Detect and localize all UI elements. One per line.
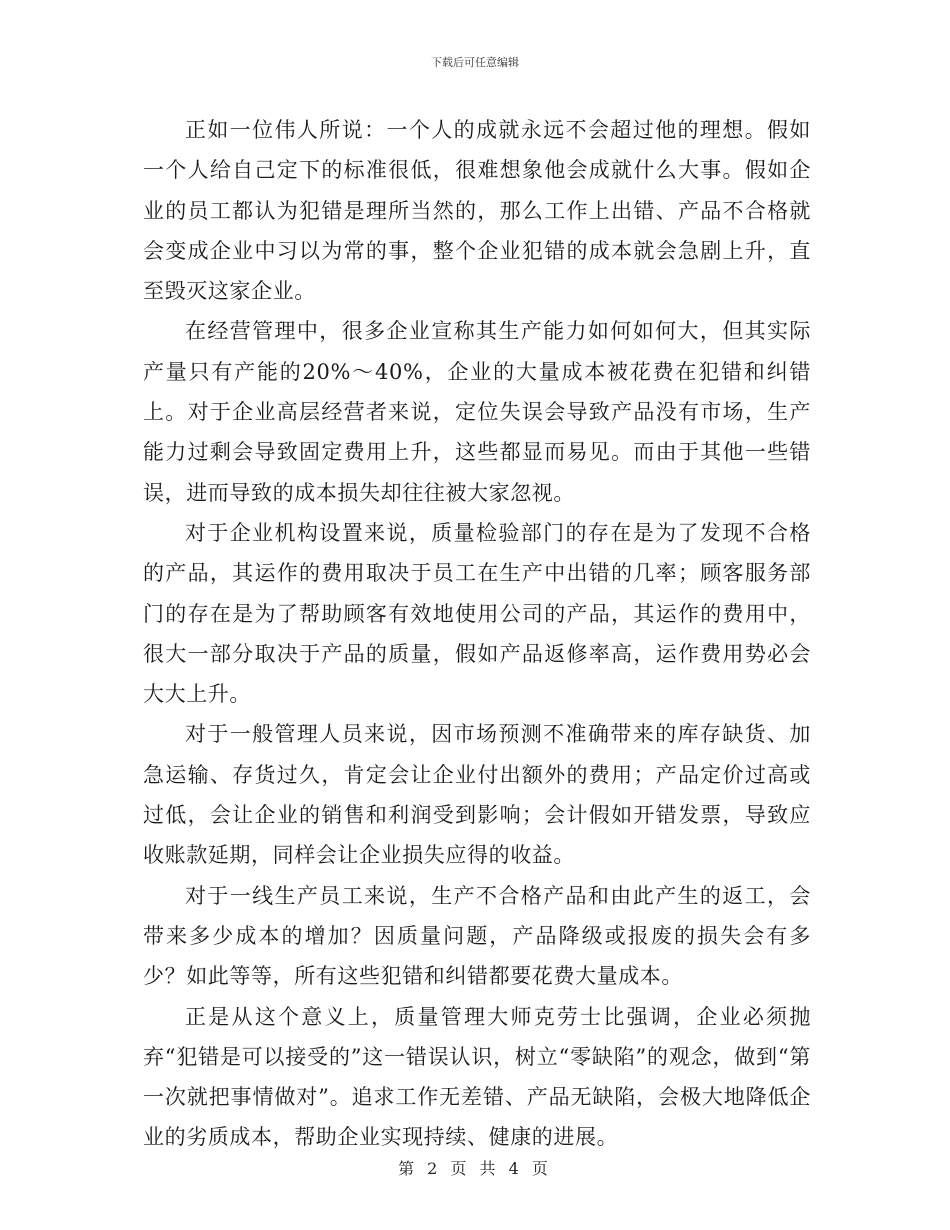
paragraph-3: 对于企业机构设置来说，质量检验部门的存在是为了发现不合格的产品，其运作的费用取决于员工在生产中出错的几率；顾客服务部门的存在是为了帮助顾客有效地使用公司的产品，其运作的费用中，很大一部分取决于产品的质量，假如产品返修率高，运作费用势必会大大上升。 <box>143 520 811 707</box>
paragraph-6: 正是从这个意义上，质量管理大师克劳士比强调，企业必须抛弃“犯错是可以接受的”这一错误认识，树立“零缺陷”的观念，做到“第一次就把事情做对”。追求工作无差错、产品无缺陷，会极大地降低企业的劣质成本，帮助企业实现持续、健康的进展。 <box>143 1004 811 1150</box>
paragraph-4: 对于一般管理人员来说，因市场预测不准确带来的库存缺货、加急运输、存货过久，肯定会让企业付出额外的费用；产品定价过高或过低，会让企业的销售和利润受到影响；会计假如开错发票，导致应收账款延期，同样会让企业损失应得的收益。 <box>143 722 811 868</box>
page-header-note: 下载后可任意编辑 <box>431 56 519 69</box>
document-body <box>143 110 811 1158</box>
paragraph-5: 对于一线生产员工来说，生产不合格产品和由此产生的返工，会带来多少成本的增加？因质量问题，产品降级或报废的损失会有多少？如此等等，所有这些犯错和纠错都要花费大量成本。 <box>143 883 811 989</box>
page-number: 第 2 页 共 4 页 <box>398 1159 552 1178</box>
paragraph-2: 在经营管理中，很多企业宣称其生产能力如何如何大，但其实际产量只有产能的20%～40%，企业的大量成本被花费在犯错和纠错上。对于企业高层经营者来说，定位失误会导致产品没有市场，生产能力过剩会导致固定费用上升，这些都显而易见。而由于其他一些错误，进而导致的成本损失却往往被大家忽视。 <box>143 319 811 505</box>
paragraph-1: 正如一位伟人所说：一个人的成就永远不会超过他的理想。假如一个人给自己定下的标准很低，很难想象他会成就什么大事。假如企业的员工都认为犯错是理所当然的，那么工作上出错、产品不合格就会变成企业中习以为常的事，整个企业犯错的成本就会急剧上升，直至毁灭这家企业。 <box>143 118 811 304</box>
